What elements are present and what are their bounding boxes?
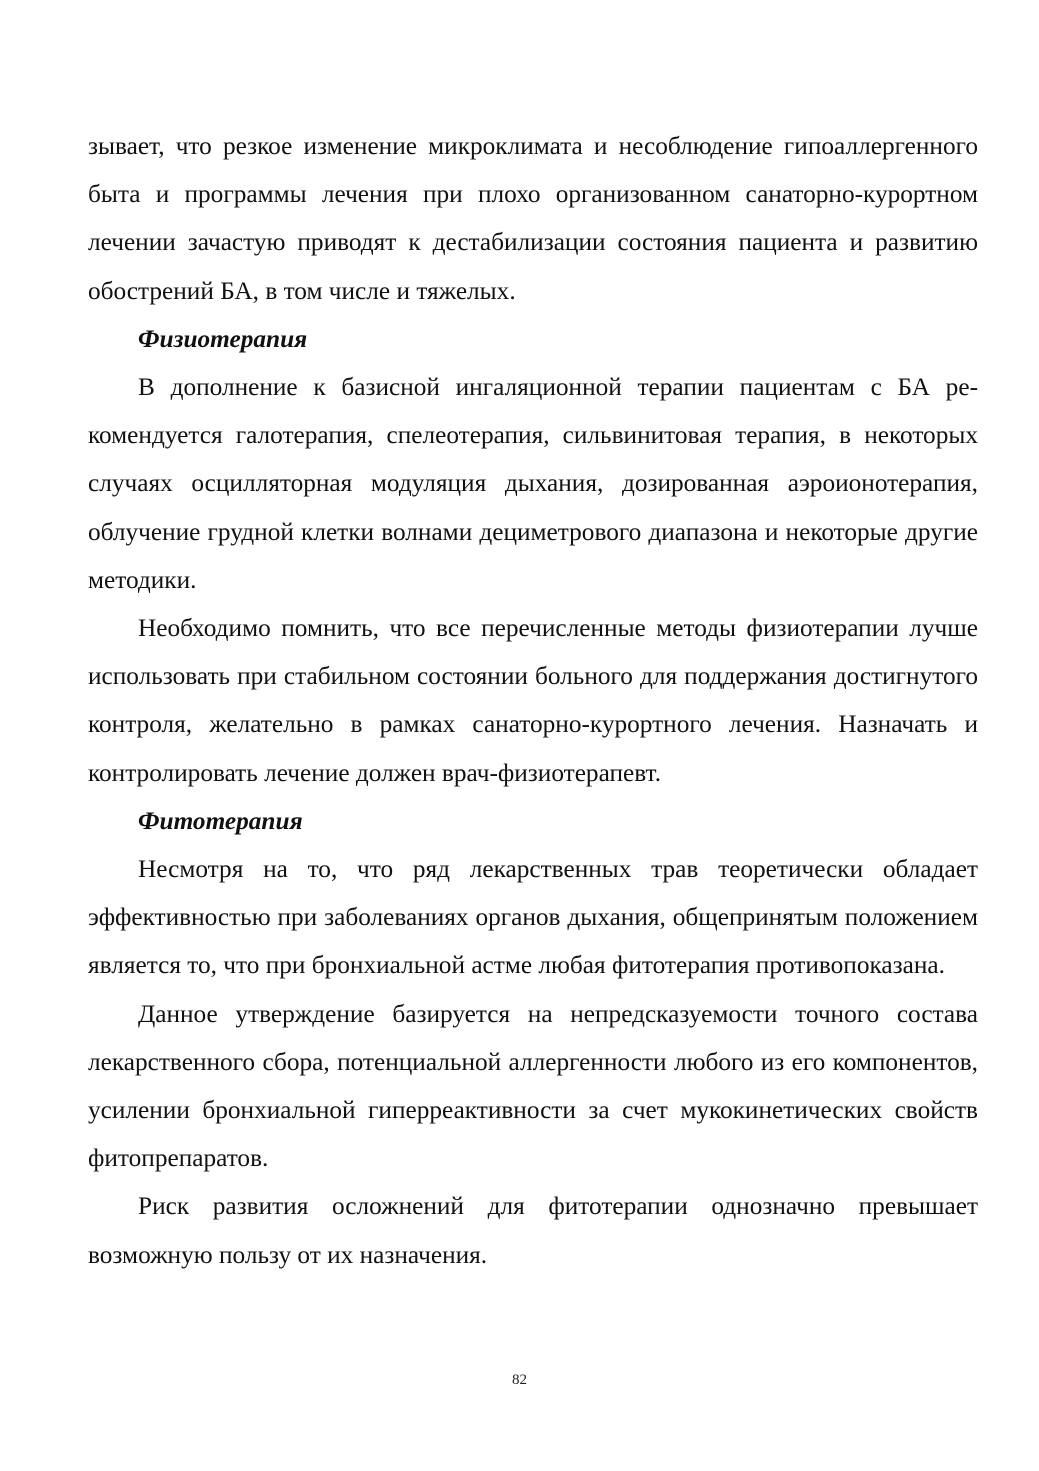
paragraph-physiotherapy-note: Необходимо помнить, что все перечисленные методы физиотерапии лучше использовать при стабильном состоянии больного для поддержания достигнутого контроля, желательно в рамках санаторно-курортного лечения. Назначать и контролировать лечение должен врач-физиотерапевт. [88, 614, 978, 787]
section-heading-physiotherapy: Физиотерапия [138, 324, 308, 353]
section-heading-phytotherapy: Фитотерапия [138, 806, 303, 835]
paragraph-phytotherapy-reasoning: Данное утверждение базируется на непредсказуемости точного состава лекарственного сбора, потенциальной аллергенности любого из его компонентов, усилении бронхиальной гиперреактивности за счет мукокинетических свойств фитопрепаратов. [88, 999, 978, 1173]
document-page [88, 122, 978, 1279]
paragraph-continuation: зывает, что резкое изменение микроклимата и несоблюдение гипоаллергенного быта и программы лечения при плохо организованном санаторно-курортном лечении зачастую приводят к дестабилизации состояния пациента и развитию обострений БА, в том числе и тяжелых. [88, 132, 978, 305]
page-number: 82 [512, 1372, 527, 1388]
paragraph-phytotherapy-risk: Риск развития осложнений для фитотерапии однозначно превышает возможную пользу от их назначения. [88, 1192, 978, 1269]
paragraph-phytotherapy-contraindication: Несмотря на то, что ряд лекарственных трав теоретически обладает эффективностью при заболеваниях органов дыхания, общепринятым положением является то, что при бронхиальной астме любая фитотерапия противопоказана. [88, 855, 978, 980]
paragraph-physiotherapy-methods: В дополнение к базисной ингаляционной терапии пациентам с БА рекомендуется галотерапия, спелеотерапия, сильвинитовая терапия, в некоторых случаях осцилляторная модуляция дыхания, дозированная аэроионотерапия, облучение грудной клетки волнами дециметрового диапазона и некоторые другие методики. [88, 373, 978, 594]
